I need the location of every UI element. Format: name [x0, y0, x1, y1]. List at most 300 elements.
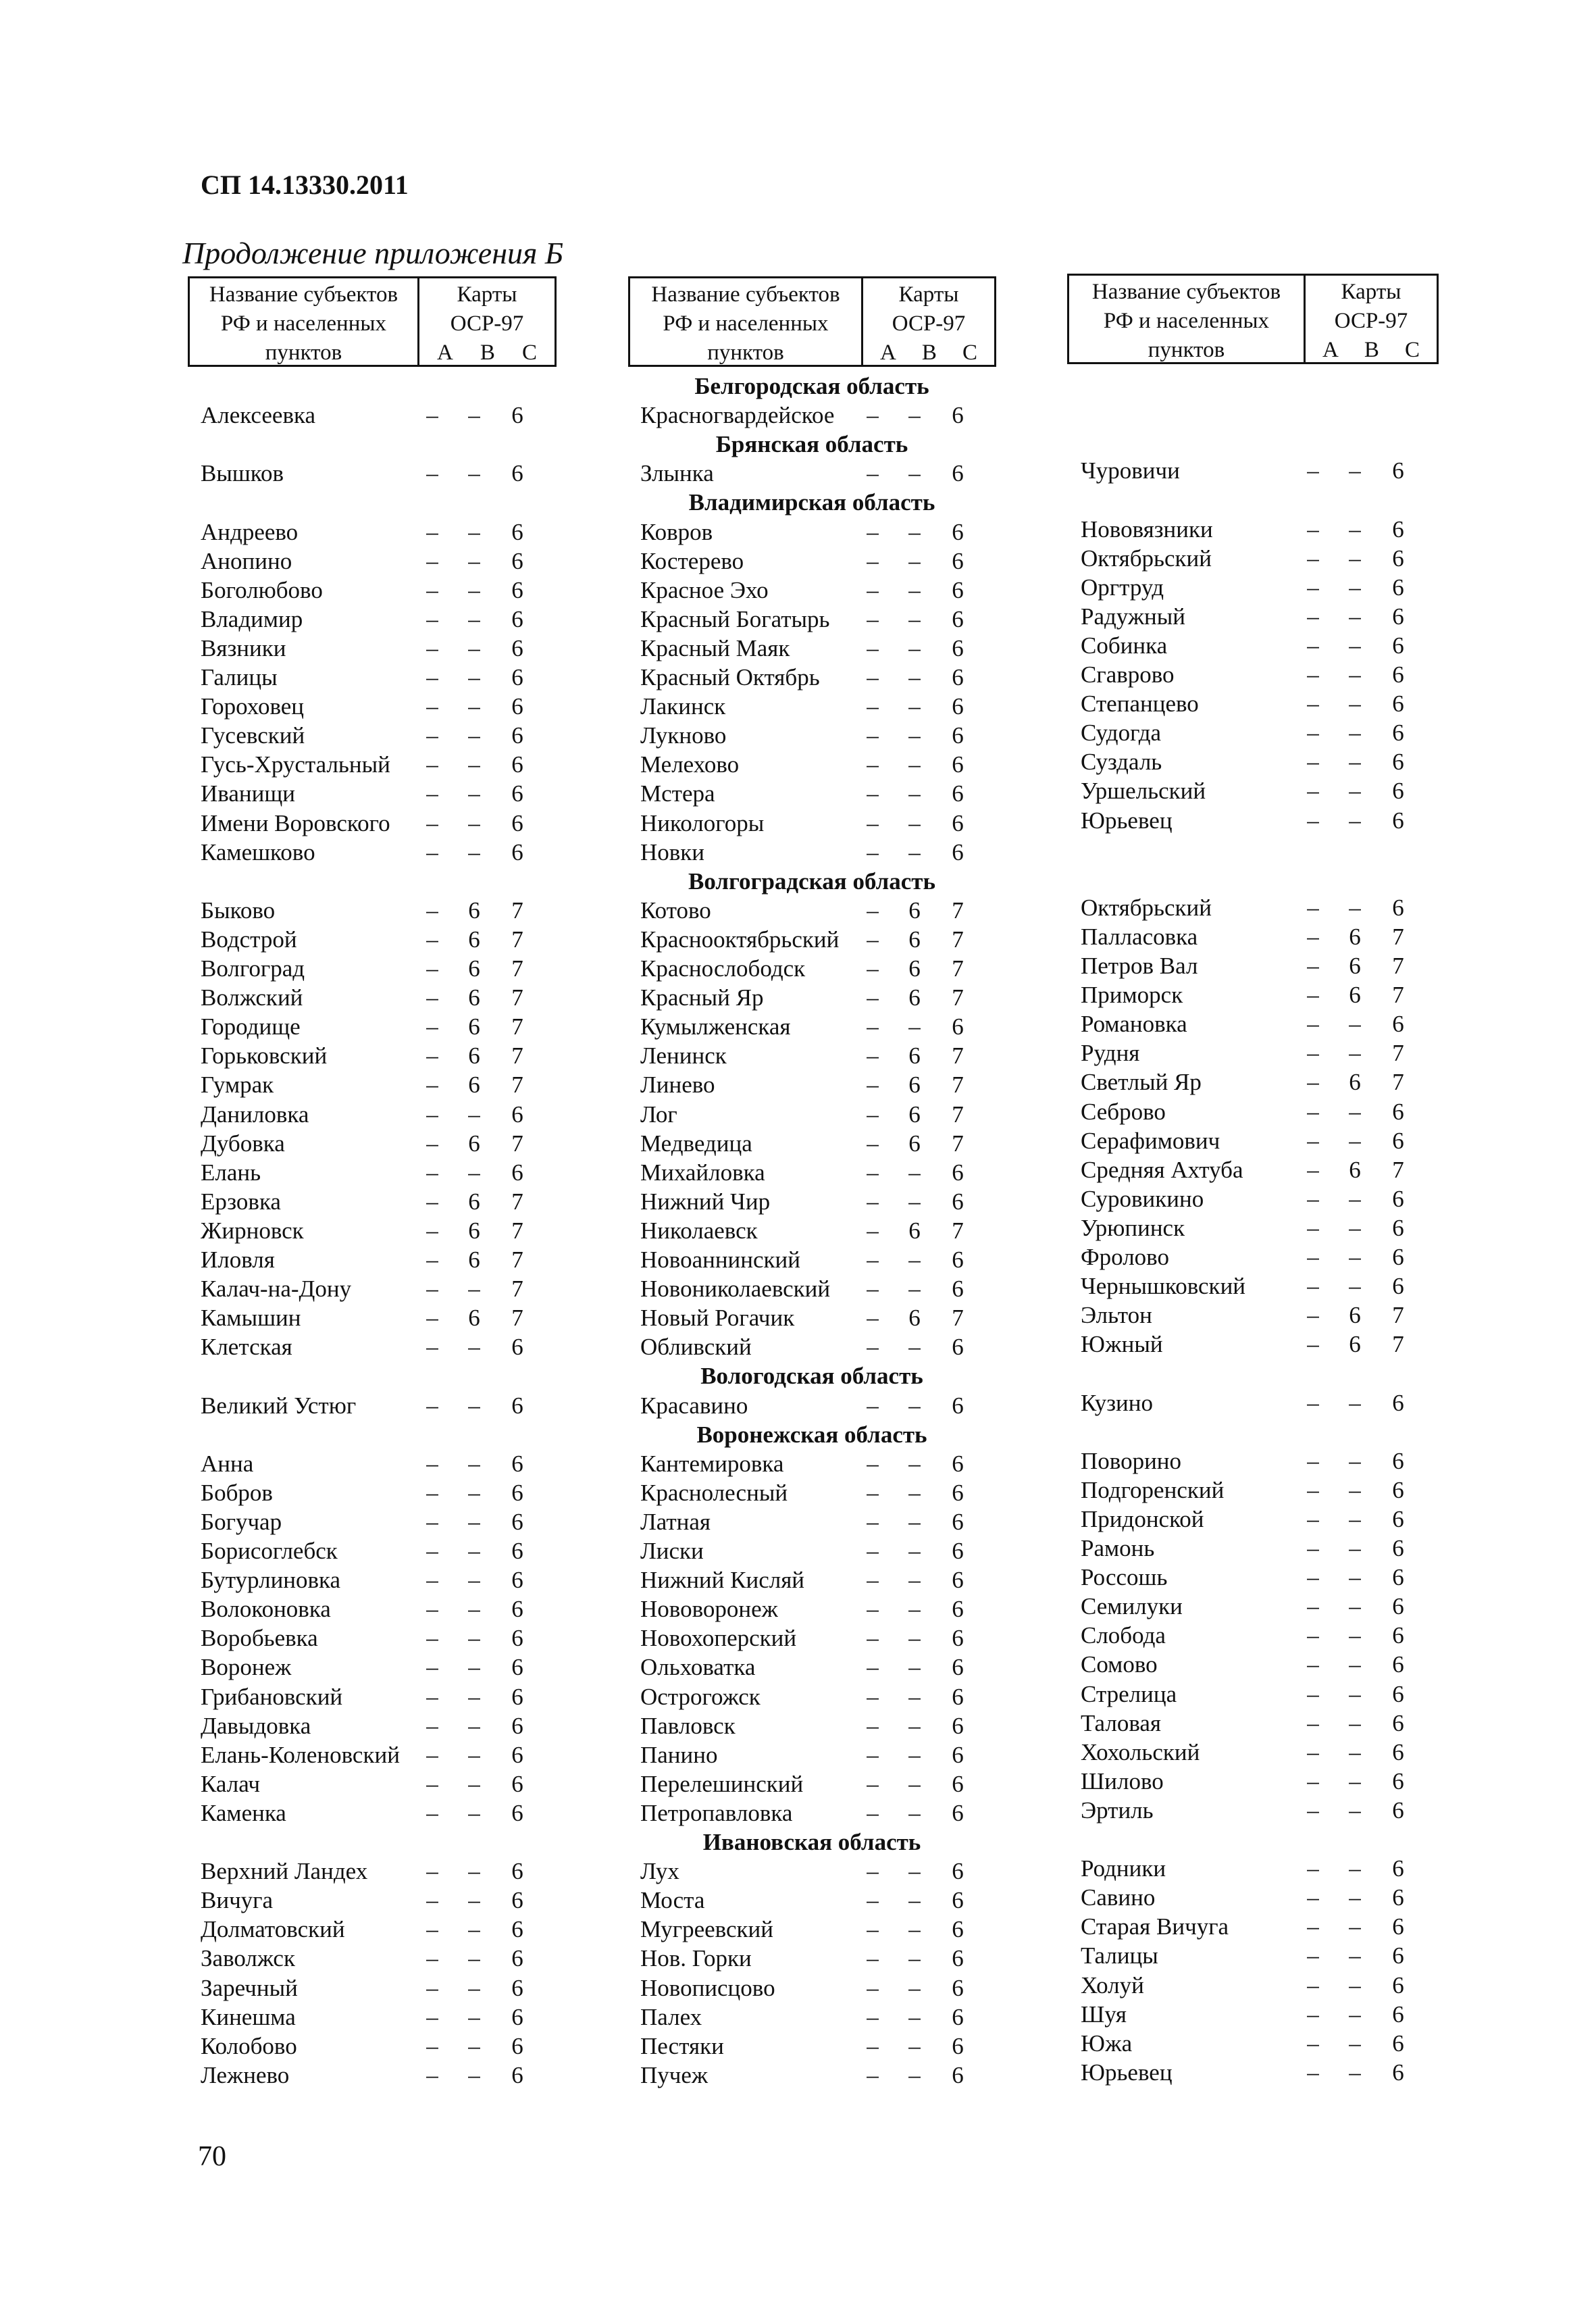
settlement-name: Латная — [640, 1508, 711, 1535]
map-value-c: 6 — [952, 1683, 964, 1710]
map-value-c: 6 — [1392, 2059, 1404, 2086]
map-value-b: – — [468, 1654, 480, 1681]
map-value-a: – — [1307, 2030, 1319, 2057]
table-row — [0, 1971, 1596, 2000]
map-value-a: – — [426, 518, 438, 545]
map-value-b: – — [908, 1450, 921, 1477]
map-value-b: – — [468, 1887, 480, 1914]
map-value-a: – — [867, 1858, 879, 1885]
map-value-b: – — [468, 1508, 480, 1535]
map-value-b: – — [468, 1945, 480, 1972]
map-value-c: 6 — [952, 838, 964, 865]
settlement-name: Владимир — [201, 605, 303, 632]
settlement-name: Анопино — [201, 547, 292, 574]
settlement-name: Гусевский — [201, 722, 305, 749]
map-value-a: – — [426, 1508, 438, 1535]
map-value-b: – — [908, 1188, 921, 1215]
map-value-b: – — [908, 1887, 921, 1914]
settlement-name: Калач — [201, 1770, 260, 1797]
map-value-c: 6 — [511, 1974, 523, 2001]
map-value-a: – — [1307, 1535, 1319, 1561]
map-value-a: – — [426, 926, 438, 953]
map-value-a: – — [426, 664, 438, 690]
header-col-b: В — [480, 341, 495, 365]
settlement-name: Юрьевец — [1081, 807, 1173, 834]
table-row — [0, 1126, 1596, 1155]
map-value-c: 6 — [1392, 661, 1404, 688]
map-value-b: – — [1349, 1855, 1361, 1882]
map-value-c: 6 — [511, 664, 523, 690]
map-value-a: – — [426, 1625, 438, 1652]
map-value-b: – — [1349, 1505, 1361, 1532]
settlement-name: Михайловка — [640, 1159, 765, 1186]
map-value-b: – — [908, 518, 921, 545]
map-value-c: 6 — [952, 1596, 964, 1623]
table-row — [0, 980, 1596, 1009]
settlement-name: Камышин — [201, 1305, 301, 1332]
map-value-a: – — [426, 722, 438, 749]
table-row — [0, 1213, 1596, 1242]
header-maps-line2: ОСР-97 — [892, 311, 966, 336]
map-value-a: – — [867, 1276, 879, 1303]
map-value-c: 7 — [952, 897, 964, 924]
map-value-c: 7 — [952, 1042, 964, 1070]
settlement-name: Придонской — [1081, 1505, 1204, 1532]
table-row — [0, 1854, 1596, 1883]
map-value-b: 6 — [908, 926, 921, 953]
map-value-b: 6 — [468, 1217, 480, 1244]
map-value-b: – — [1349, 1244, 1361, 1270]
map-value-b: – — [908, 1538, 921, 1564]
table-row — [0, 893, 1596, 922]
map-value-c: 6 — [511, 2032, 523, 2059]
map-value-c: 6 — [952, 1712, 964, 1739]
settlement-name: Чернышковский — [1081, 1273, 1246, 1300]
map-value-c: 6 — [952, 1538, 964, 1564]
map-value-c: 6 — [511, 2061, 523, 2088]
map-value-c: 6 — [1392, 1185, 1404, 1212]
map-value-a: – — [867, 1159, 879, 1186]
settlement-name: Нов. Горки — [640, 1945, 752, 1972]
map-value-c: 6 — [1392, 1244, 1404, 1270]
map-value-b: – — [468, 518, 480, 545]
map-value-a: – — [1307, 1680, 1319, 1707]
settlement-name: Нижний Чир — [640, 1188, 771, 1215]
map-value-b: – — [1349, 2030, 1361, 2057]
map-value-b: – — [908, 1799, 921, 1826]
header-name-line1: Название субъектов — [209, 282, 398, 307]
settlement-name: Ерзовка — [201, 1188, 281, 1215]
map-value-c: 6 — [511, 1654, 523, 1681]
header-col-c: С — [521, 341, 537, 365]
map-value-a: – — [1307, 894, 1319, 921]
settlement-name: Иванищи — [201, 780, 296, 807]
map-value-c: 6 — [1392, 1011, 1404, 1038]
map-value-b: – — [908, 722, 921, 749]
map-value-c: 6 — [511, 1858, 523, 1885]
map-value-c: 7 — [511, 926, 523, 953]
region-heading: Вологодская область — [700, 1363, 923, 1390]
map-value-c: 6 — [511, 1479, 523, 1506]
map-value-c: 6 — [952, 1945, 964, 1972]
map-value-b: 6 — [908, 1042, 921, 1070]
settlement-name: Нововоронеж — [640, 1596, 778, 1623]
settlement-name: Краснолесный — [640, 1479, 788, 1506]
map-value-c: 6 — [952, 1159, 964, 1186]
map-value-a: – — [1307, 1971, 1319, 1998]
map-value-c: 6 — [1392, 690, 1404, 718]
map-value-a: – — [867, 1392, 879, 1419]
map-value-b: – — [1349, 515, 1361, 543]
settlement-name: Новки — [640, 838, 705, 865]
map-value-c: 7 — [511, 1130, 523, 1157]
map-value-c: 6 — [511, 2003, 523, 2030]
map-value-a: – — [1307, 1651, 1319, 1678]
map-value-b: – — [908, 1334, 921, 1361]
table-row — [0, 1301, 1596, 1330]
header-maps-cell — [1306, 276, 1437, 362]
map-value-c: 6 — [511, 1887, 523, 1914]
settlement-name: Савино — [1081, 1884, 1156, 1911]
map-value-b: – — [1349, 1214, 1361, 1241]
map-value-a: – — [1307, 720, 1319, 747]
settlement-name: Вичуга — [201, 1887, 274, 1914]
settlement-name: Ольховатка — [640, 1654, 756, 1681]
map-value-b: – — [908, 1770, 921, 1797]
table-row — [0, 1476, 1596, 1505]
map-value-a: – — [1307, 1214, 1319, 1241]
map-value-b: – — [1349, 2059, 1361, 2086]
map-value-b: – — [908, 1858, 921, 1885]
map-value-a: – — [426, 897, 438, 924]
map-value-a: – — [1307, 1302, 1319, 1329]
map-value-a: – — [867, 693, 879, 720]
map-value-b: – — [468, 1858, 480, 1885]
map-value-b: – — [908, 1479, 921, 1506]
map-value-a: – — [1307, 661, 1319, 688]
map-value-b: – — [908, 460, 921, 487]
table-row — [0, 1680, 1596, 1709]
map-value-b: – — [1349, 1535, 1361, 1561]
settlement-name: Воронеж — [201, 1654, 292, 1681]
map-value-c: 7 — [1392, 982, 1404, 1009]
map-value-c: 6 — [511, 838, 523, 865]
map-value-b: – — [1349, 749, 1361, 776]
map-value-c: 6 — [511, 693, 523, 720]
settlement-name: Южный — [1081, 1331, 1163, 1358]
table-header-col2 — [628, 276, 996, 367]
map-value-c: 6 — [1392, 574, 1404, 601]
settlement-name: Эртиль — [1081, 1796, 1154, 1823]
map-value-c: 6 — [952, 518, 964, 545]
map-value-c: 6 — [1392, 1389, 1404, 1416]
map-value-c: 6 — [1392, 1796, 1404, 1823]
map-value-c: 7 — [1392, 923, 1404, 950]
settlement-name: Даниловка — [201, 1101, 309, 1128]
map-value-a: – — [1307, 1622, 1319, 1649]
map-value-c: 6 — [1392, 1447, 1404, 1474]
header-maps-cell — [863, 278, 994, 365]
settlement-name: Гороховец — [201, 693, 305, 720]
map-value-a: – — [867, 2032, 879, 2059]
map-value-b: – — [1349, 1796, 1361, 1823]
map-value-b: – — [468, 1625, 480, 1652]
header-col-b: В — [1364, 338, 1379, 362]
map-value-a: – — [1307, 545, 1319, 572]
table-row — [0, 515, 1596, 544]
map-value-c: 6 — [952, 1567, 964, 1594]
map-value-c: 6 — [1392, 515, 1404, 543]
map-value-b: – — [1349, 1273, 1361, 1300]
map-value-b: – — [468, 1799, 480, 1826]
map-value-b: 6 — [1349, 1069, 1361, 1096]
table-row — [0, 1709, 1596, 1738]
map-value-a: – — [867, 2003, 879, 2030]
map-value-c: 7 — [511, 1013, 523, 1040]
map-value-a: – — [867, 664, 879, 690]
settlement-name: Новый Рогачик — [640, 1305, 795, 1332]
map-value-b: – — [1349, 1651, 1361, 1678]
map-value-c: 6 — [952, 1479, 964, 1506]
map-value-c: 7 — [952, 926, 964, 953]
map-value-a: – — [867, 1654, 879, 1681]
map-value-b: 6 — [1349, 1331, 1361, 1358]
settlement-name: Бобров — [201, 1479, 273, 1506]
map-value-c: 6 — [1392, 1476, 1404, 1503]
settlement-name: Старая Вичуга — [1081, 1913, 1229, 1940]
map-value-c: 7 — [1392, 953, 1404, 979]
map-value-a: – — [867, 402, 879, 429]
settlement-name: Сгаврово — [1081, 661, 1175, 688]
map-value-a: – — [1307, 1098, 1319, 1125]
map-value-b: – — [468, 402, 480, 429]
map-value-c: 6 — [511, 1101, 523, 1128]
table-row — [0, 1447, 1596, 1476]
map-value-c: 6 — [511, 1741, 523, 1768]
map-value-c: 6 — [952, 1916, 964, 1943]
settlement-name: Панино — [640, 1741, 718, 1768]
settlement-name: Медведица — [640, 1130, 752, 1157]
header-name-cell — [190, 278, 419, 365]
map-value-b: – — [1349, 778, 1361, 805]
table-header-col1 — [188, 276, 557, 367]
map-value-a: – — [426, 1188, 438, 1215]
settlement-name: Кумылженская — [640, 1013, 791, 1040]
map-value-a: – — [426, 1596, 438, 1623]
settlement-name: Алексеевка — [201, 402, 315, 429]
map-value-a: – — [1307, 1389, 1319, 1416]
region-heading: Белгородская область — [694, 373, 929, 399]
map-value-a: – — [426, 1654, 438, 1681]
map-value-a: – — [867, 1625, 879, 1652]
map-value-c: 6 — [952, 2003, 964, 2030]
settlement-name: Талицы — [1081, 1942, 1158, 1969]
map-value-b: – — [908, 1712, 921, 1739]
header-name-line3: пунктов — [265, 341, 342, 365]
header-name-cell — [1069, 276, 1306, 362]
settlement-name: Южа — [1081, 2030, 1133, 2057]
map-value-b: – — [1349, 1913, 1361, 1940]
map-value-c: 6 — [511, 1450, 523, 1477]
map-value-c: 7 — [511, 1188, 523, 1215]
map-value-c: 7 — [511, 1072, 523, 1099]
map-value-a: – — [426, 1683, 438, 1710]
map-value-b: – — [908, 576, 921, 603]
settlement-name: Новохоперский — [640, 1625, 797, 1652]
settlement-name: Калач-на-Дону — [201, 1276, 352, 1303]
map-value-a: – — [1307, 1273, 1319, 1300]
map-value-b: – — [1349, 807, 1361, 834]
map-value-c: 6 — [952, 576, 964, 603]
map-value-b: – — [908, 664, 921, 690]
map-value-a: – — [1307, 1447, 1319, 1474]
map-value-c: 6 — [1392, 1855, 1404, 1882]
table-row — [0, 1767, 1596, 1796]
map-value-a: – — [867, 1188, 879, 1215]
map-value-c: 6 — [1392, 545, 1404, 572]
map-value-b: – — [908, 1596, 921, 1623]
map-value-b: 6 — [468, 1130, 480, 1157]
map-value-b: – — [1349, 1971, 1361, 1998]
map-value-c: 6 — [1392, 1622, 1404, 1649]
map-value-b: 6 — [1349, 953, 1361, 979]
map-value-a: – — [426, 605, 438, 632]
map-value-b: – — [1349, 894, 1361, 921]
map-value-c: 6 — [511, 1596, 523, 1623]
map-value-b: – — [908, 2061, 921, 2088]
map-value-b: – — [908, 1654, 921, 1681]
settlement-name: Петров Вал — [1081, 953, 1198, 979]
settlement-name: Фролово — [1081, 1244, 1169, 1270]
map-value-c: 6 — [952, 809, 964, 836]
map-value-b: – — [1349, 1011, 1361, 1038]
header-name-line1: Название субъектов — [651, 282, 840, 307]
map-value-c: 6 — [1392, 1738, 1404, 1765]
map-value-a: – — [867, 1217, 879, 1244]
map-value-b: – — [468, 547, 480, 574]
table-row — [0, 2058, 1596, 2087]
map-value-c: 6 — [511, 576, 523, 603]
settlement-name: Себрово — [1081, 1098, 1166, 1125]
map-value-c: 6 — [511, 634, 523, 661]
map-value-c: 7 — [952, 984, 964, 1011]
map-value-a: – — [1307, 807, 1319, 834]
settlement-name: Гусь-Хрустальный — [201, 751, 390, 778]
header-name-line2: РФ и населенных — [1103, 309, 1270, 333]
map-value-a: – — [867, 1770, 879, 1797]
table-row — [0, 573, 1596, 602]
region-heading: Ивановская область — [702, 1829, 921, 1855]
map-value-a: – — [426, 1159, 438, 1186]
map-value-a: – — [1307, 1244, 1319, 1270]
map-value-a: – — [426, 693, 438, 720]
map-value-c: 6 — [952, 2032, 964, 2059]
map-value-b: 6 — [1349, 1302, 1361, 1329]
map-value-c: 6 — [952, 664, 964, 690]
map-value-b: 6 — [468, 984, 480, 1011]
map-value-a: – — [426, 1887, 438, 1914]
map-value-c: 7 — [511, 955, 523, 982]
map-value-a: – — [426, 1741, 438, 1768]
map-value-a: – — [1307, 749, 1319, 776]
settlement-name: Уршельский — [1081, 778, 1206, 805]
map-value-a: – — [1307, 603, 1319, 630]
table-row — [0, 922, 1596, 951]
map-value-b: – — [468, 1683, 480, 1710]
settlement-name: Елань — [201, 1159, 261, 1186]
map-value-c: 6 — [952, 1276, 964, 1303]
table-header-col3 — [1067, 274, 1439, 364]
map-value-a: – — [426, 1770, 438, 1797]
map-value-c: 6 — [952, 1974, 964, 2001]
map-value-b: – — [468, 1392, 480, 1419]
map-value-c: 6 — [952, 547, 964, 574]
settlement-name: Колобово — [201, 2032, 297, 2059]
map-value-a: – — [1307, 1476, 1319, 1503]
map-value-c: 6 — [511, 1159, 523, 1186]
table-row — [0, 1621, 1596, 1650]
map-value-c: 7 — [1392, 1156, 1404, 1183]
map-value-c: 7 — [952, 1217, 964, 1244]
settlement-name: Светлый Яр — [1081, 1069, 1202, 1096]
map-value-b: – — [908, 1392, 921, 1419]
map-value-c: 6 — [1392, 1564, 1404, 1591]
map-value-a: – — [867, 1013, 879, 1040]
map-value-c: 6 — [511, 1916, 523, 1943]
map-value-b: 6 — [1349, 1156, 1361, 1183]
map-value-b: – — [1349, 1476, 1361, 1503]
table-row — [0, 747, 1596, 776]
settlement-name: Быково — [201, 897, 276, 924]
map-value-a: – — [426, 751, 438, 778]
map-value-c: 6 — [1392, 894, 1404, 921]
map-value-a: – — [867, 1042, 879, 1070]
map-value-b: 6 — [468, 1305, 480, 1332]
settlement-name: Лакинск — [640, 693, 726, 720]
settlement-name: Красный Яр — [640, 984, 764, 1011]
map-value-a: – — [867, 1712, 879, 1739]
map-value-b: 6 — [468, 955, 480, 982]
settlement-name: Палех — [640, 2003, 702, 2030]
map-value-a: – — [426, 1945, 438, 1972]
map-value-c: 6 — [1392, 1098, 1404, 1125]
settlement-name: Серафимович — [1081, 1127, 1220, 1154]
map-value-c: 6 — [511, 1567, 523, 1594]
map-value-a: – — [1307, 690, 1319, 718]
settlement-name: Петропавловка — [640, 1799, 793, 1826]
map-value-b: – — [1349, 2001, 1361, 2028]
settlement-name: Острогожск — [640, 1683, 761, 1710]
map-value-a: – — [867, 1596, 879, 1623]
map-value-a: – — [426, 2032, 438, 2059]
map-value-b: – — [1349, 1564, 1361, 1591]
settlement-name: Линево — [640, 1072, 715, 1099]
table-row — [0, 1155, 1596, 1184]
settlement-name: Перелешинский — [640, 1770, 804, 1797]
map-value-b: – — [908, 1013, 921, 1040]
settlement-name: Новописцово — [640, 1974, 775, 2001]
settlement-name: Городище — [201, 1013, 301, 1040]
map-value-c: 6 — [952, 693, 964, 720]
settlement-name: Воробьевка — [201, 1625, 318, 1652]
map-value-b: – — [908, 1945, 921, 1972]
map-value-a: – — [426, 460, 438, 487]
table-row — [0, 1038, 1596, 1067]
table-row — [0, 602, 1596, 631]
settlement-name: Кузино — [1081, 1389, 1153, 1416]
settlement-name: Красный Богатырь — [640, 605, 830, 632]
map-value-a: – — [426, 1974, 438, 2001]
